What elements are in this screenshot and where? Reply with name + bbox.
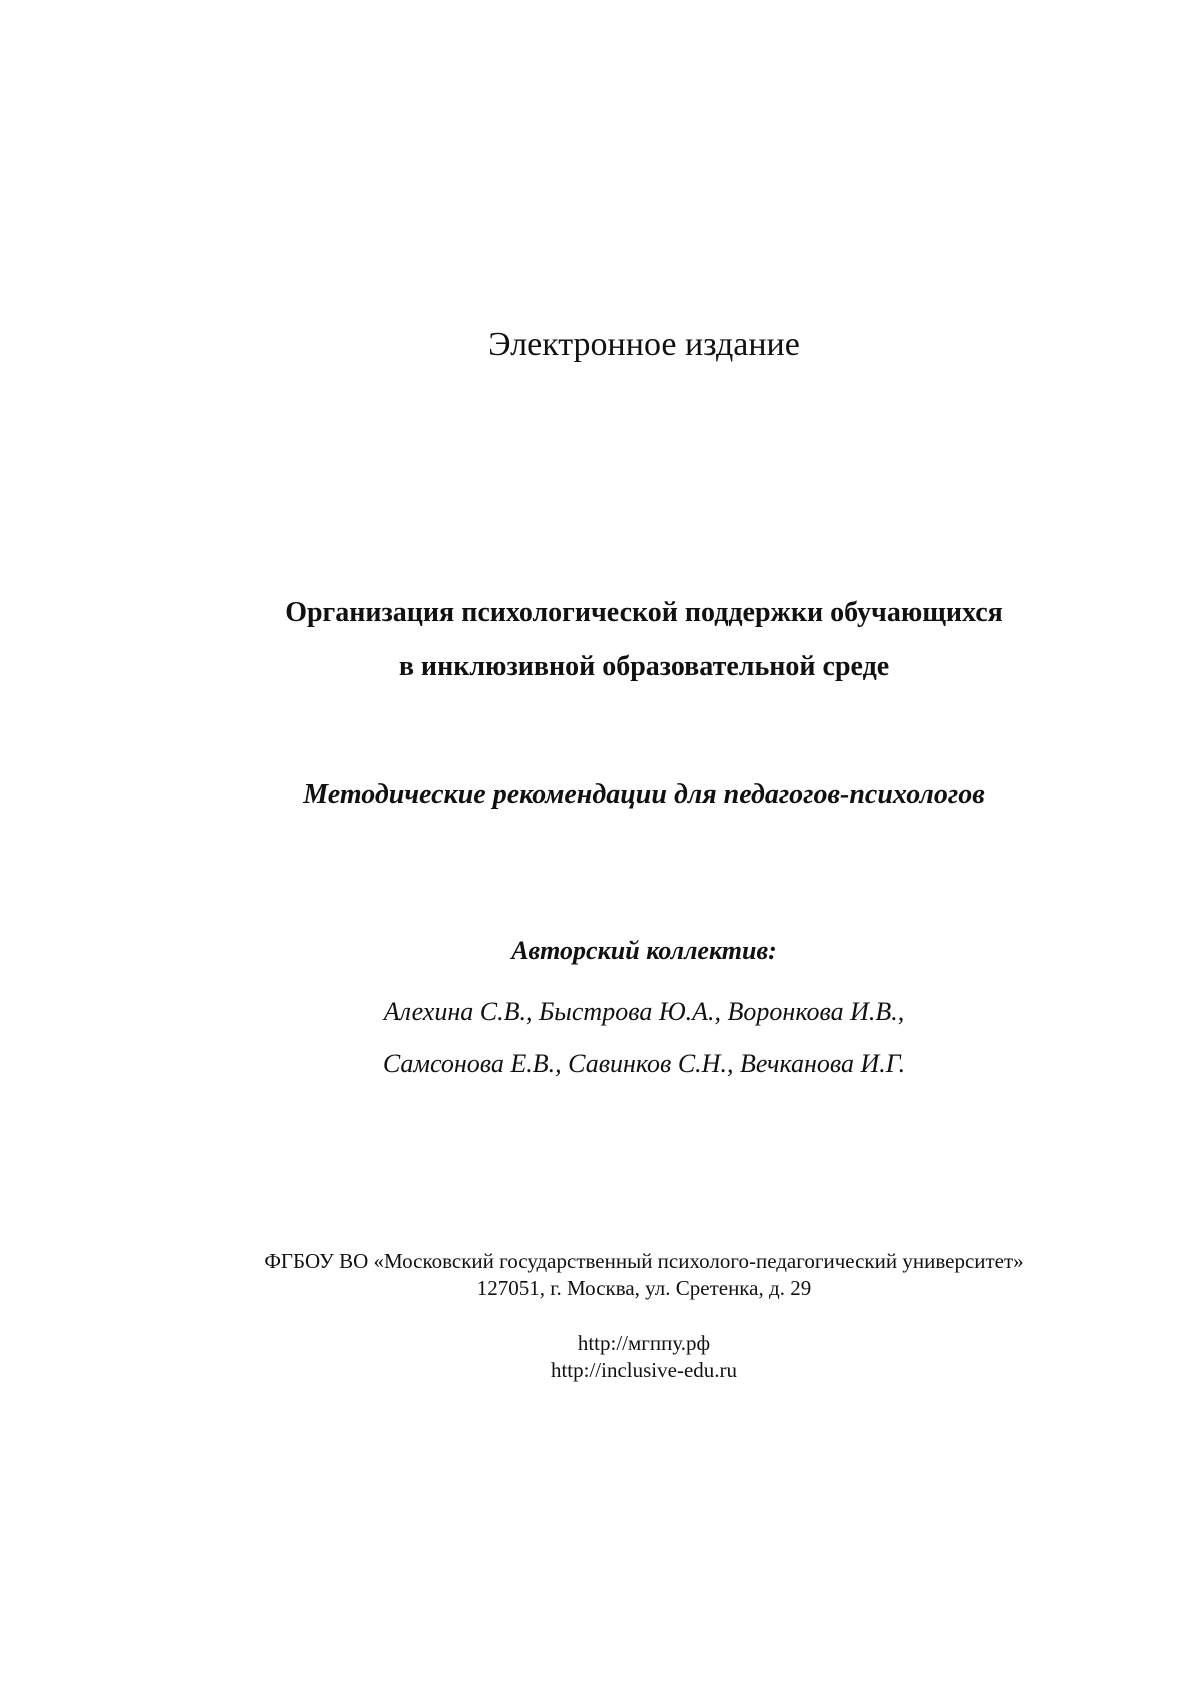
authors-line-1: Алехина С.В., Быстрова Ю.А., Воронкова И.В., — [383, 997, 905, 1026]
publisher-address: 127051, г. Москва, ул. Сретенка, д. 29 — [476, 1276, 812, 1300]
document-subtitle: Методические рекомендации для педагогов-психологов — [303, 779, 985, 810]
authors-heading: Авторский коллектив: — [511, 936, 777, 965]
document-title-line-1: Организация психологической поддержки обучающихся — [285, 597, 1003, 628]
publisher-name: ФГБОУ ВО «Московский государственный психолого-педагогический университет» — [264, 1249, 1024, 1273]
website-link-mgppu[interactable]: http://мгппу.рф — [577, 1331, 711, 1355]
website-link-inclusive-edu[interactable]: http://inclusive-edu.ru — [550, 1358, 738, 1382]
authors-line-2: Самсонова Е.В., Савинков С.Н., Вечканова И.Г. — [382, 1049, 906, 1078]
edition-type: Электронное издание — [488, 326, 800, 363]
document-title-line-2: в инклюзивной образовательной среде — [398, 651, 890, 682]
